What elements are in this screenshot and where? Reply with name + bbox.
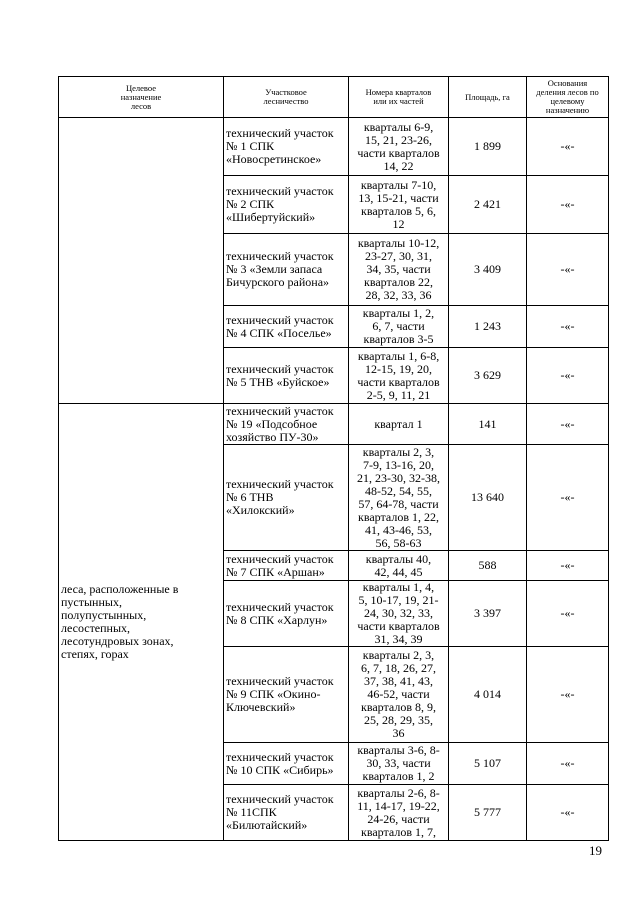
basis-cell: -«-	[527, 581, 609, 647]
quarters-cell: кварталы 1, 4, 5, 10-17, 19, 21- 24, 30, 32, 33, части кварталов 31, 34, 39	[349, 581, 449, 647]
quarters-cell: кварталы 3-6, 8- 30, 33, части кварталов 1, 2	[349, 743, 449, 785]
forestry-cell: технический участок № 11СПК «Билютайский»	[224, 785, 349, 841]
forestry-cell: технический участок № 1 СПК «Новосретинское»	[224, 118, 349, 176]
area-cell: 1 899	[449, 118, 527, 176]
header-purpose: Целевое назначение лесов	[59, 77, 224, 118]
area-cell: 588	[449, 551, 527, 581]
basis-cell: -«-	[527, 551, 609, 581]
area-cell: 5 107	[449, 743, 527, 785]
area-cell: 3 629	[449, 348, 527, 404]
forestry-cell: технический участок № 5 ТНВ «Буйское»	[224, 348, 349, 404]
area-cell: 5 777	[449, 785, 527, 841]
table-body	[59, 118, 609, 841]
area-cell: 1 243	[449, 306, 527, 348]
area-cell: 13 640	[449, 445, 527, 551]
basis-cell: -«-	[527, 445, 609, 551]
area-cell: 2 421	[449, 176, 527, 234]
forestry-cell: технический участок № 10 СПК «Сибирь»	[224, 743, 349, 785]
quarters-cell: кварталы 2, 3, 6, 7, 18, 26, 27, 37, 38, 41, 43, 46-52, части кварталов 8, 9, 25, 28, 29, 35, 36	[349, 647, 449, 743]
header-basis: Основания деления лесов по целевому назначению	[527, 77, 609, 118]
forestry-cell: технический участок № 6 ТНВ «Хилокский»	[224, 445, 349, 551]
quarters-cell: кварталы 1, 6-8, 12-15, 19, 20, части кварталов 2-5, 9, 11, 21	[349, 348, 449, 404]
table-header-row	[59, 77, 609, 118]
quarters-cell: кварталы 2, 3, 7-9, 13-16, 20, 21, 23-30, 32-38, 48-52, 54, 55, 57, 64-78, части кварталов 1, 22, 41, 43-46, 53, 56, 58-63	[349, 445, 449, 551]
basis-cell: -«-	[527, 348, 609, 404]
header-forestry: Участковое лесничество	[224, 77, 349, 118]
area-cell: 141	[449, 404, 527, 445]
quarters-cell: кварталы 40, 42, 44, 45	[349, 551, 449, 581]
header-area: Площадь, га	[449, 77, 527, 118]
basis-cell: -«-	[527, 234, 609, 306]
table-row	[59, 118, 609, 176]
quarters-cell: кварталы 10-12, 23-27, 30, 31, 34, 35, части кварталов 22, 28, 32, 33, 36	[349, 234, 449, 306]
page-number: 19	[589, 843, 602, 858]
forestry-cell: технический участок № 2 СПК «Шибертуйский»	[224, 176, 349, 234]
basis-cell: -«-	[527, 647, 609, 743]
quarters-cell: квартал 1	[349, 404, 449, 445]
quarters-cell: кварталы 2-6, 8- 11, 14-17, 19-22, 24-26, части кварталов 1, 7,	[349, 785, 449, 841]
forest-division-table	[58, 76, 609, 841]
quarters-cell: кварталы 6-9, 15, 21, 23-26, части кварталов 14, 22	[349, 118, 449, 176]
basis-cell: -«-	[527, 743, 609, 785]
forestry-cell: технический участок № 7 СПК «Аршан»	[224, 551, 349, 581]
header-quarters: Номера кварталов или их частей	[349, 77, 449, 118]
quarters-cell: кварталы 1, 2, 6, 7, части кварталов 3-5	[349, 306, 449, 348]
area-cell: 3 409	[449, 234, 527, 306]
table-row	[59, 404, 609, 445]
quarters-cell: кварталы 7-10, 13, 15-21, части кварталов 5, 6, 12	[349, 176, 449, 234]
basis-cell: -«-	[527, 306, 609, 348]
forestry-cell: технический участок № 3 «Земли запаса Бичурского района»	[224, 234, 349, 306]
forestry-cell: технический участок № 8 СПК «Харлун»	[224, 581, 349, 647]
basis-cell: -«-	[527, 785, 609, 841]
purpose-cell-top	[59, 118, 224, 404]
area-cell: 4 014	[449, 647, 527, 743]
forestry-cell: технический участок № 9 СПК «Окино- Ключевский»	[224, 647, 349, 743]
area-cell: 3 397	[449, 581, 527, 647]
basis-cell: -«-	[527, 176, 609, 234]
forestry-cell: технический участок № 19 «Подсобное хозяйство ПУ-30»	[224, 404, 349, 445]
basis-cell: -«-	[527, 118, 609, 176]
forestry-cell: технический участок № 4 СПК «Поселье»	[224, 306, 349, 348]
purpose-cell-forests: леса, расположенные в пустынных, полупустынных, лесостепных, лесотундровых зонах, степях, горах	[59, 404, 224, 841]
basis-cell: -«-	[527, 404, 609, 445]
